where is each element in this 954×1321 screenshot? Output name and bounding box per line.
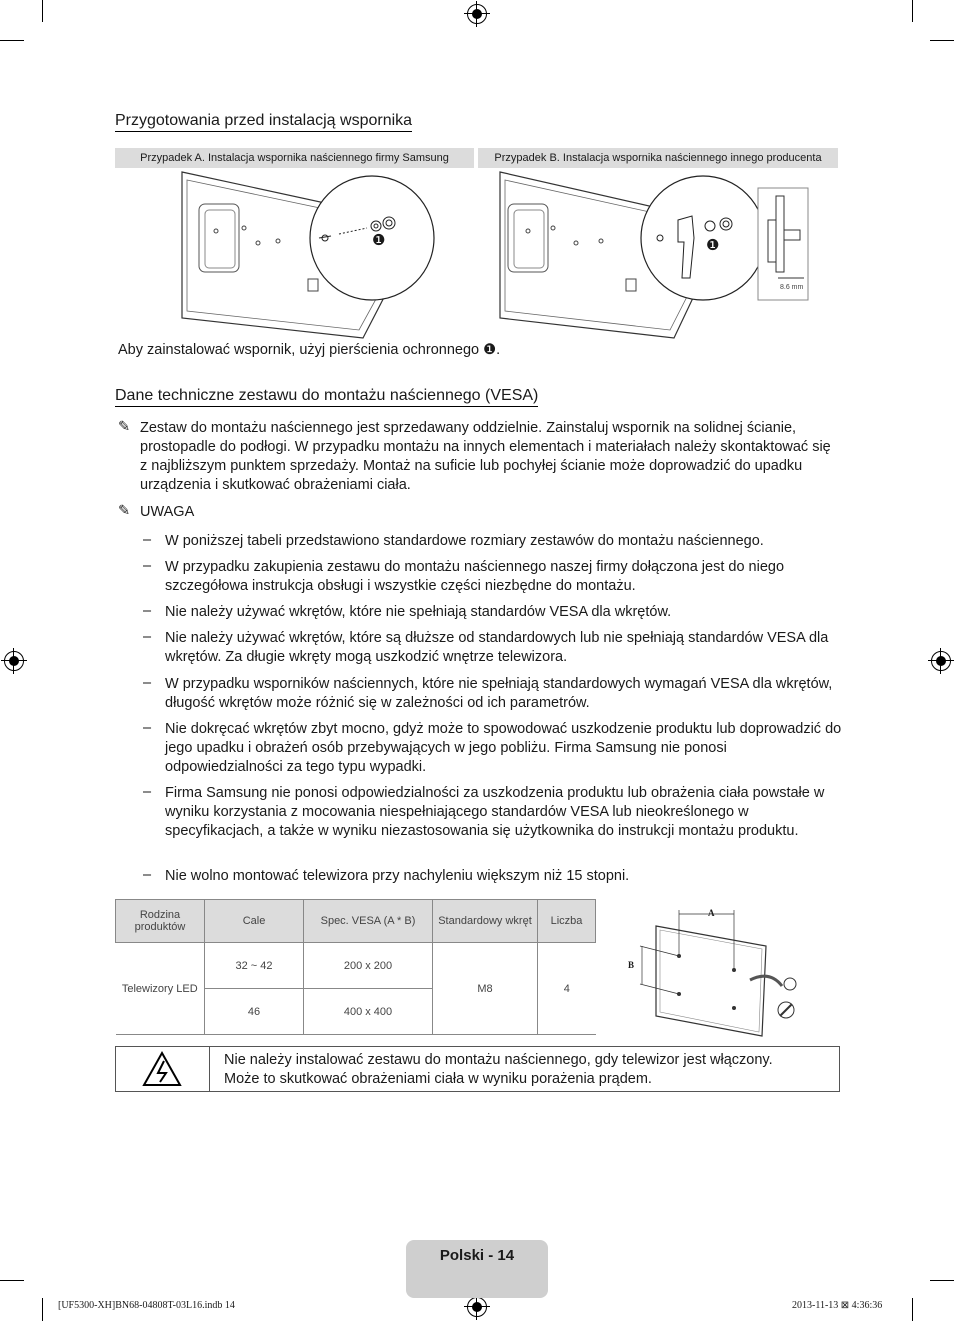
warning-text-line2: Może to skutkować obrażeniami ciała w wyniku porażenia prądem. <box>224 1071 652 1087</box>
file-info: [UF5300-XH]BN68-04808T-03L16.indb 14 <box>58 1300 235 1311</box>
dimension-label-a: A <box>708 908 715 918</box>
crop-mark <box>42 0 43 22</box>
section-title-preparation: Przygotowania przed instalacją wspornika <box>115 112 412 132</box>
period: . <box>496 342 501 358</box>
measurement-label: 8.6 mm <box>780 284 804 291</box>
table-cell-family: Telewizory LED <box>116 943 205 1035</box>
dash: – <box>143 532 152 548</box>
list-item: Nie należy używać wkrętów, które nie spełniają standardów VESA dla wkrętów. <box>165 604 672 620</box>
table-cell-screw: M8 <box>433 943 538 1035</box>
list-item: W przypadku zakupienia zestawu do montażu naściennego naszej firmy dołączona jest do niego szczegółowa instrukcja obsługi i wszystkie części niezbędne do montażu. <box>165 559 785 594</box>
crop-mark <box>912 1298 913 1321</box>
case-b-illustration <box>478 168 838 340</box>
vesa-diagram <box>620 900 820 1040</box>
bracket-note <box>118 341 500 360</box>
table-header-cell: Standardowy wkręt <box>433 900 538 943</box>
dash: – <box>143 629 152 645</box>
crop-mark <box>930 40 954 41</box>
dash: – <box>143 558 152 574</box>
warning-icon-cell <box>116 1047 210 1091</box>
print-date: 2013-11-13 ⊠ 4:36:36 <box>792 1300 883 1311</box>
note-icon: ✎ <box>118 419 131 435</box>
callout-1-icon: ❶ <box>372 232 386 249</box>
case-b-label: Przypadek B. Instalacja wspornika naściennego innego producenta <box>478 148 838 168</box>
bracket-note-text: Aby zainstalować wspornik, użyj pierścienia ochronnego <box>118 342 480 358</box>
table-header-cell: Liczba <box>538 900 596 943</box>
registration-mark-icon <box>467 4 487 24</box>
case-a-illustration <box>115 168 474 340</box>
callout-1-icon: ❶ <box>706 237 720 254</box>
crop-mark <box>930 1280 954 1281</box>
table-cell-count: 4 <box>538 943 596 1035</box>
callout-1-icon: ❶ <box>483 342 497 358</box>
warning-text-line1: Nie należy instalować zestawu do montażu naściennego, gdy telewizor jest włączony. <box>224 1052 773 1068</box>
table-cell-vesa: 400 x 400 <box>304 989 433 1035</box>
table-header-cell: Cale <box>205 900 304 943</box>
dash: – <box>143 867 152 883</box>
crop-mark <box>0 1280 24 1281</box>
note-paragraph: Zestaw do montażu naściennego jest sprzedawany oddzielnie. Zainstaluj wspornik na solidnej ścianie, prostopadle do podłogi. W przypadku montażu na innych elementach i materiałach należy skontaktować się z najbliższym punktem sprzedaży. Montaż na suficie lub pochyłej ścianie może doprowadzić do upadku urządzenia i skutkować obrażeniami ciała. <box>140 420 831 493</box>
note-heading-uwaga: UWAGA <box>140 504 195 520</box>
dash: – <box>143 675 152 691</box>
registration-mark-icon <box>931 651 951 671</box>
list-item: W poniższej tabeli przedstawiono standardowe rozmiary zestawów do montażu naściennego. <box>165 533 764 549</box>
table-row <box>116 943 596 989</box>
case-a-label: Przypadek A. Instalacja wspornika naściennego firmy Samsung <box>115 148 474 168</box>
warning-box <box>115 1046 840 1092</box>
vesa-table <box>115 899 596 1035</box>
crop-mark <box>912 0 913 22</box>
table-header-cell: Rodzina produktów <box>116 900 205 943</box>
list-item: W przypadku wsporników naściennych, które nie spełniają standardowych wymagań VESA dla wkrętów, długość wkrętów może różnić się w zależności od ich parametrów. <box>165 676 833 711</box>
section-title-vesa: Dane techniczne zestawu do montażu naściennego (VESA) <box>115 387 538 407</box>
note-icon: ✎ <box>118 503 131 519</box>
table-cell-vesa: 200 x 200 <box>304 943 433 989</box>
table-header-cell: Spec. VESA (A * B) <box>304 900 433 943</box>
page-number: Polski - 14 <box>439 1247 515 1264</box>
list-item: Nie dokręcać wkrętów zbyt mocno, gdyż może to spowodować uszkodzenie produktu lub doprowadzić do jego upadku i obrażeń osób przebywających w jego pobliżu. Firma Samsung nie ponosi odpowiedzialności za tego typu wypadki. <box>165 721 842 775</box>
list-item: Nie należy używać wkrętów, które są dłuższe od standardowych lub nie spełniają standardów VESA dla wkrętów. Za długie wkręty mogą uszkodzić wnętrze telewizora. <box>165 630 829 665</box>
lightning-warning-icon <box>116 1047 209 1091</box>
dash: – <box>143 603 152 619</box>
table-cell-inches: 46 <box>205 989 304 1035</box>
list-item: Nie wolno montować telewizora przy nachyleniu większym niż 15 stopni. <box>165 868 630 884</box>
dash: – <box>143 784 152 800</box>
registration-mark-icon <box>467 1297 487 1317</box>
table-cell-inches: 32 ~ 42 <box>205 943 304 989</box>
list-item: Firma Samsung nie ponosi odpowiedzialności za uszkodzenia produktu lub obrażenia ciała powstałe w wyniku korzystania z mocowania niespełniającego standardów VESA lub nieokreślonego w specyfikacjach, a także w wyniku niezastosowania się użytkownika do instrukcji montażu produktu. <box>165 785 825 839</box>
crop-mark <box>42 1298 43 1321</box>
crop-mark <box>0 40 24 41</box>
table-header-row <box>116 900 596 943</box>
registration-mark-icon <box>4 651 24 671</box>
page-number-tab <box>406 1240 548 1298</box>
dimension-label-b: B <box>628 960 635 970</box>
dash: – <box>143 720 152 736</box>
